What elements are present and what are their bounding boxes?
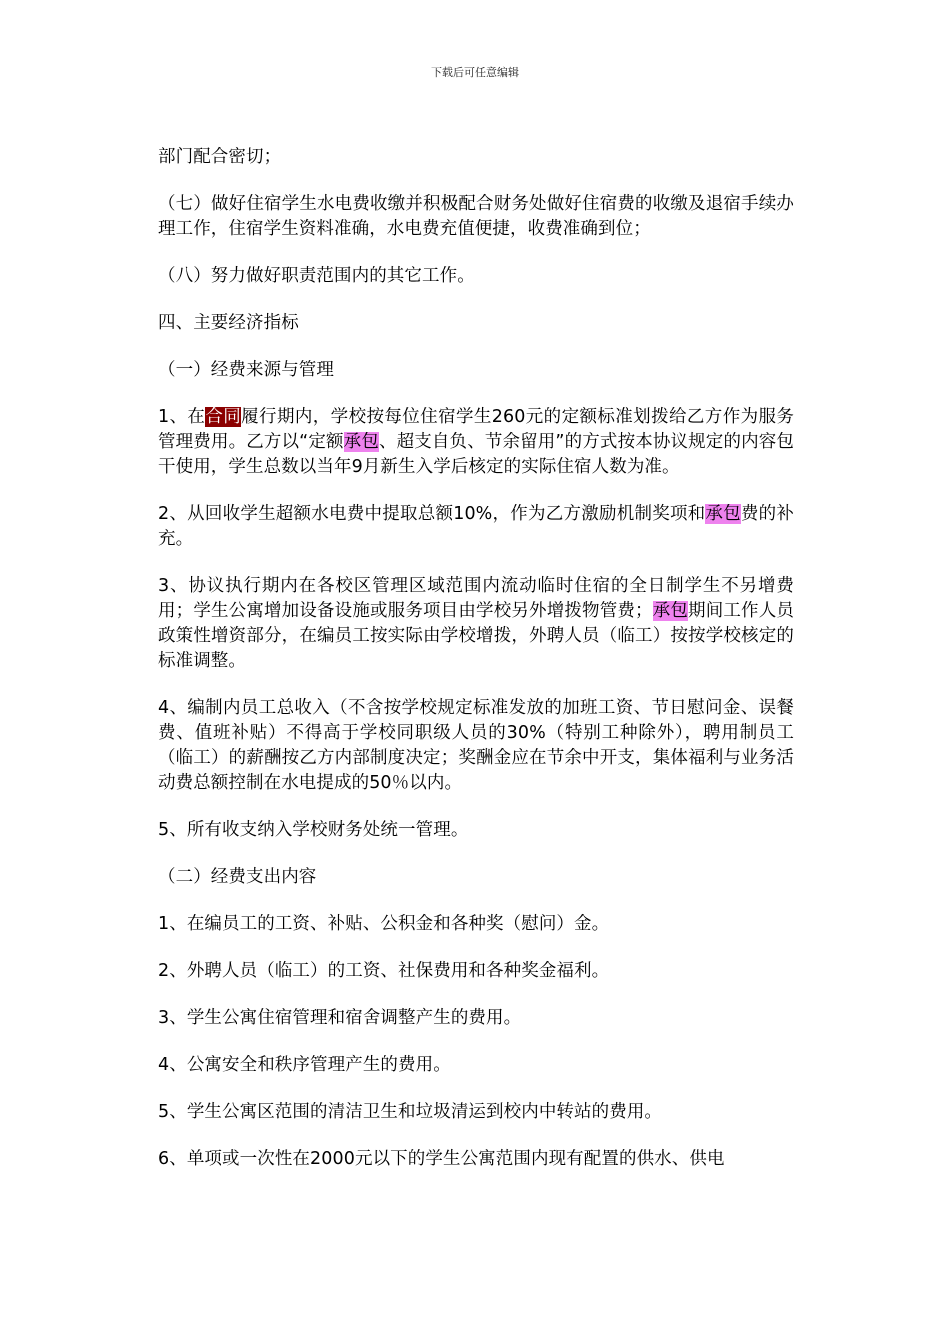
paragraph-text: 2、外聘人员（临工）的工资、社保费用和各种奖金福利。 bbox=[158, 961, 610, 981]
highlighted-term: 承包 bbox=[705, 504, 741, 524]
paragraph bbox=[158, 912, 794, 937]
paragraph bbox=[158, 264, 794, 289]
paragraph bbox=[158, 959, 794, 984]
paragraph-text: 4、编制内员工总收入（不含按学校规定标准发放的加班工资、节日慰问金、误餐费、值班补贴）不得高于学校同职级人员的30%（特别工种除外），聘用制员工（临工）的薪酬按乙方内部制度决定；奖酬金应在节余中开支，集体福利与业务活动费总额控制在水电提成的50％以内。 bbox=[158, 698, 794, 793]
paragraph-text: 5、所有收支纳入学校财务处统一管理。 bbox=[158, 820, 469, 840]
page-header-note: 下载后可任意编辑 bbox=[431, 66, 519, 79]
paragraph-text: 3、协议执行期内在各校区管理区域范围内流动临时住宿的全日制学生不另增费用；学生公寓增加设备设施或服务项目由学校另外增拨物管费； bbox=[158, 576, 794, 621]
paragraph bbox=[158, 818, 794, 843]
paragraph bbox=[158, 574, 794, 674]
paragraph bbox=[158, 696, 794, 796]
paragraph-text: 部门配合密切； bbox=[158, 147, 282, 167]
paragraph bbox=[158, 1006, 794, 1031]
paragraph-text: （七）做好住宿学生水电费收缴并积极配合财务处做好住宿费的收缴及退宿手续办理工作，住宿学生资料准确，水电费充值便捷，收费准确到位； bbox=[158, 194, 794, 239]
paragraph bbox=[158, 865, 794, 890]
highlighted-term: 合同 bbox=[205, 407, 242, 427]
paragraph-text: 、超支自负、节余留用”的方式按本协议规定的内容包干使用，学生总数以当年9月新生入学后核定的实际住宿人数为准。 bbox=[158, 432, 794, 477]
document-body bbox=[158, 145, 794, 1194]
paragraph bbox=[158, 1053, 794, 1078]
paragraph bbox=[158, 1100, 794, 1125]
paragraph bbox=[158, 502, 794, 552]
paragraph-text: （二）经费支出内容 bbox=[158, 867, 317, 887]
paragraph-text: 2、从回收学生超额水电费中提取总额10%，作为乙方激励机制奖项和 bbox=[158, 504, 706, 524]
paragraph-text: 费的补充。 bbox=[158, 504, 794, 549]
highlighted-term: 承包 bbox=[343, 432, 379, 452]
paragraph-text: 5、学生公寓区范围的清洁卫生和垃圾清运到校内中转站的费用。 bbox=[158, 1102, 663, 1122]
paragraph-text: 1、在 bbox=[158, 407, 206, 427]
paragraph bbox=[158, 358, 794, 383]
paragraph-text: 期间工作人员政策性增资部分，在编员工按实际由学校增拨，外聘人员（临工）按按学校核定的标准调整。 bbox=[158, 601, 794, 671]
paragraph bbox=[158, 405, 794, 480]
paragraph bbox=[158, 311, 794, 336]
paragraph-text: 履行期内，学校按每位住宿学生260元的定额标准划拨给乙方作为服务管理费用。乙方以“定额 bbox=[158, 407, 794, 452]
paragraph bbox=[158, 145, 794, 170]
paragraph-text: 6、单项或一次性在2000元以下的学生公寓范围内现有配置的供水、供电 bbox=[158, 1149, 725, 1169]
highlighted-term: 承包 bbox=[652, 601, 689, 621]
paragraph-text: 四、主要经济指标 bbox=[158, 313, 299, 333]
paragraph bbox=[158, 192, 794, 242]
paragraph bbox=[158, 1147, 794, 1172]
paragraph-text: 4、公寓安全和秩序管理产生的费用。 bbox=[158, 1055, 451, 1075]
paragraph-text: 3、学生公寓住宿管理和宿舍调整产生的费用。 bbox=[158, 1008, 522, 1028]
paragraph-text: （八）努力做好职责范围内的其它工作。 bbox=[158, 266, 475, 286]
paragraph-text: 1、在编员工的工资、补贴、公积金和各种奖（慰问）金。 bbox=[158, 914, 610, 934]
paragraph-text: （一）经费来源与管理 bbox=[158, 360, 334, 380]
